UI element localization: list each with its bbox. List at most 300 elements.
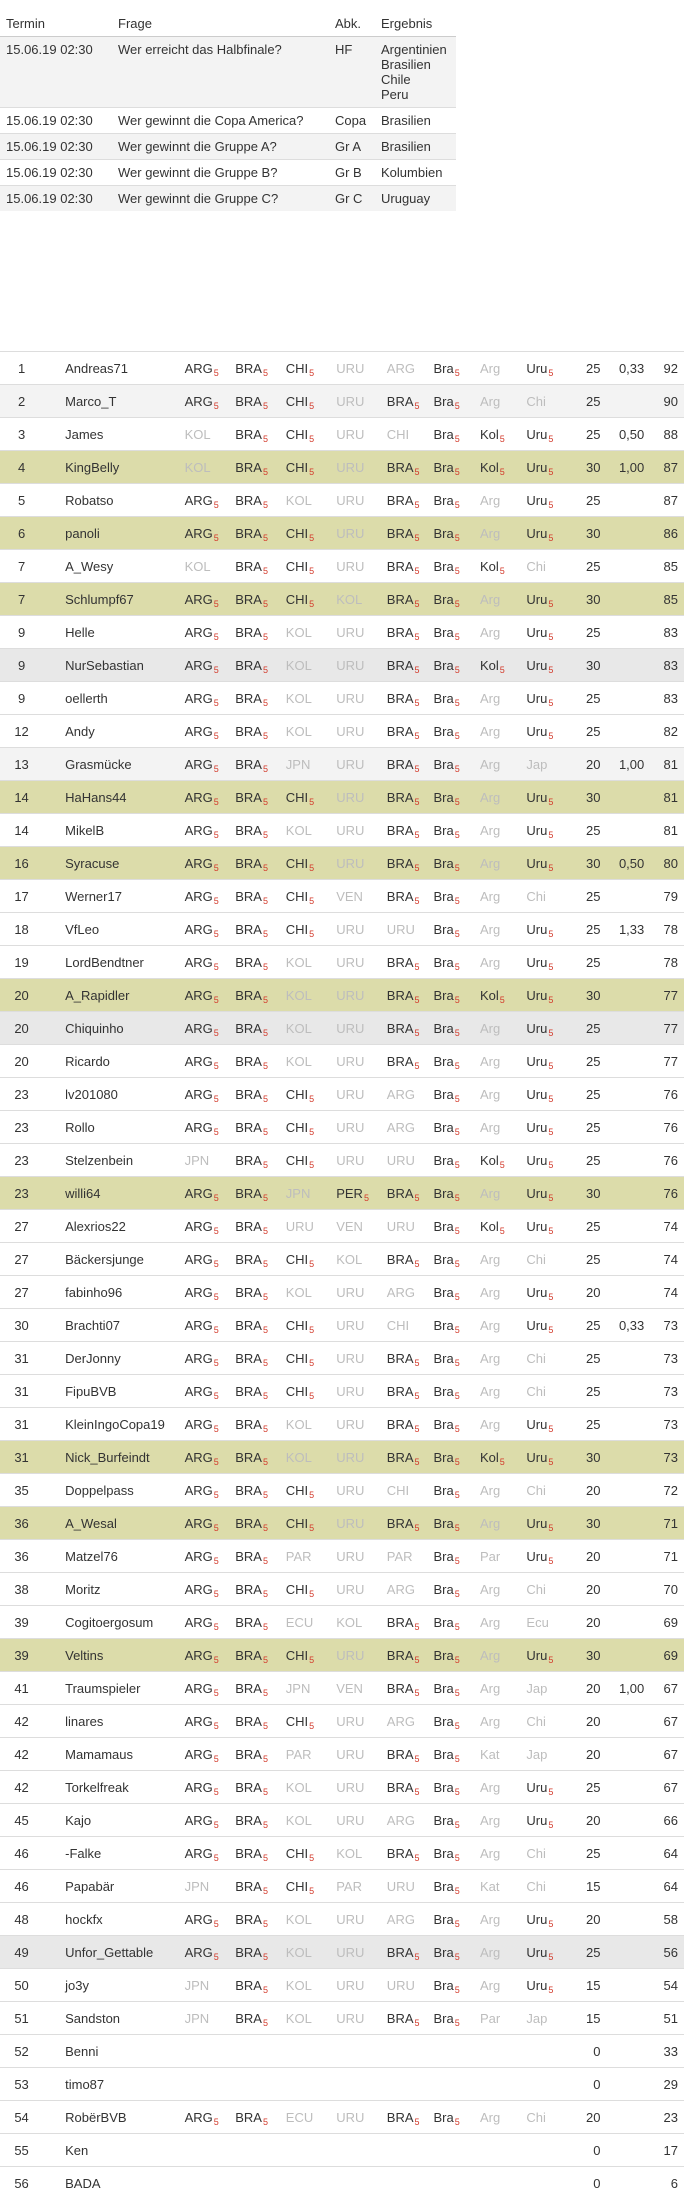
tip-points: 5 xyxy=(213,1654,219,1665)
tip-cell xyxy=(181,1243,232,1276)
tip-points: 5 xyxy=(262,1060,268,1071)
tip-cell xyxy=(429,550,475,583)
tip-points: 5 xyxy=(454,796,460,807)
tip-value: BRA xyxy=(235,2010,262,2026)
tip-points: 5 xyxy=(548,1984,554,1995)
tip-cell xyxy=(429,1012,475,1045)
tip-value: KOL xyxy=(285,1977,312,1993)
tip-cell xyxy=(383,2035,430,2068)
ergebnis-item: Uruguay xyxy=(381,191,431,206)
tip-points: 5 xyxy=(454,1621,460,1632)
tip-value: URU xyxy=(336,1020,365,1036)
tip-cell xyxy=(522,1540,569,1573)
tip-value: Bra xyxy=(433,624,454,640)
tip-points: 5 xyxy=(454,1555,460,1566)
tip-cell xyxy=(383,517,430,550)
player-name: lv201080 xyxy=(43,1078,181,1111)
tip-points: 5 xyxy=(454,1291,460,1302)
tip-points: 5 xyxy=(454,1060,460,1071)
tip-points: 5 xyxy=(309,1720,315,1731)
tip-value: Uru xyxy=(526,1185,548,1201)
tip-cell xyxy=(181,550,232,583)
tip-cell xyxy=(231,946,282,979)
bonus-cell: 0,33 xyxy=(607,352,649,385)
tip-points: 5 xyxy=(454,1390,460,1401)
tip-value: KOL xyxy=(285,723,312,739)
tip-value: Bra xyxy=(433,459,454,475)
tip-value: ECU xyxy=(285,2109,314,2125)
tip-value: BRA xyxy=(386,624,414,640)
question-ergebnis xyxy=(375,37,456,108)
tip-value: PAR xyxy=(285,1746,312,1762)
tip-cell xyxy=(476,385,522,418)
total-cell: 56 xyxy=(648,1936,684,1969)
tip-points: 5 xyxy=(262,1225,268,1236)
player-name: Ken xyxy=(43,2134,181,2167)
tip-cell xyxy=(383,979,430,1012)
tip-cell xyxy=(476,1540,522,1573)
bonus-cell xyxy=(607,1045,649,1078)
tip-cell xyxy=(429,1441,475,1474)
tip-value: Arg xyxy=(479,2109,501,2125)
player-name: Chiquinho xyxy=(43,1012,181,1045)
rank-cell: 39 xyxy=(0,1639,43,1672)
tip-value: Arg xyxy=(479,1482,501,1498)
tip-cell xyxy=(282,352,332,385)
tip-cell xyxy=(231,2068,282,2101)
total-cell: 29 xyxy=(648,2068,684,2101)
tip-cell xyxy=(231,2035,282,2068)
tip-points: 5 xyxy=(309,1654,315,1665)
tip-value: KOL xyxy=(285,1053,312,1069)
rank-cell: 23 xyxy=(0,1177,43,1210)
tip-value: ARG xyxy=(184,1581,213,1597)
tip-value: Par xyxy=(479,2010,501,2026)
tip-value: Bra xyxy=(433,987,454,1003)
bonus-cell xyxy=(607,1012,649,1045)
tip-cell xyxy=(522,517,569,550)
tip-cell xyxy=(181,418,232,451)
tip-cell xyxy=(332,1441,383,1474)
tip-cell xyxy=(476,418,522,451)
tip-cell xyxy=(522,484,569,517)
bonus-cell xyxy=(607,2068,649,2101)
total-cell: 87 xyxy=(648,484,684,517)
tip-points: 5 xyxy=(309,796,315,807)
tip-cell xyxy=(332,1177,383,1210)
tip-cell xyxy=(282,583,332,616)
tip-cell xyxy=(282,1606,332,1639)
tip-value: ARG xyxy=(184,1416,213,1432)
tip-value: ARG xyxy=(184,921,213,937)
points-cell: 20 xyxy=(569,1705,607,1738)
tip-cell xyxy=(181,451,232,484)
tip-cell xyxy=(429,352,475,385)
ranking-body xyxy=(0,352,684,2200)
tip-cell xyxy=(476,1903,522,1936)
tip-points: 5 xyxy=(454,565,460,576)
tip-cell xyxy=(429,1507,475,1540)
tip-cell xyxy=(522,1243,569,1276)
tip-cell xyxy=(522,1012,569,1045)
tip-value: Arg xyxy=(479,855,501,871)
tip-cell xyxy=(282,1276,332,1309)
player-name: Papabär xyxy=(43,1870,181,1903)
tip-value: Uru xyxy=(526,789,548,805)
tip-value: VEN xyxy=(336,1680,363,1696)
tip-points: 5 xyxy=(262,829,268,840)
tip-cell xyxy=(282,2101,332,2134)
total-cell: 67 xyxy=(648,1738,684,1771)
tip-points: 5 xyxy=(454,1423,460,1434)
tip-cell xyxy=(476,1276,522,1309)
ranking-table xyxy=(0,351,684,2199)
tip-cell xyxy=(476,1210,522,1243)
points-cell: 25 xyxy=(569,880,607,913)
tip-points: 5 xyxy=(454,994,460,1005)
tip-points: 5 xyxy=(548,961,554,972)
tip-points: 5 xyxy=(414,763,420,774)
questions-header-row xyxy=(0,10,456,37)
tip-points: 5 xyxy=(499,433,505,444)
tip-cell xyxy=(282,1738,332,1771)
total-cell: 78 xyxy=(648,946,684,979)
tip-points: 5 xyxy=(454,829,460,840)
tip-points: 5 xyxy=(213,1357,219,1368)
question-ergebnis xyxy=(375,186,456,212)
bonus-cell xyxy=(607,385,649,418)
tip-cell xyxy=(181,616,232,649)
tip-points: 5 xyxy=(548,664,554,675)
tip-cell xyxy=(476,2002,522,2035)
tip-cell xyxy=(429,2035,475,2068)
ranking-row xyxy=(0,1771,684,1804)
tip-cell xyxy=(383,1936,430,1969)
tip-value: Arg xyxy=(479,1713,501,1729)
tip-cell xyxy=(181,1210,232,1243)
tip-cell xyxy=(476,1078,522,1111)
ranking-row xyxy=(0,1738,684,1771)
tip-cell xyxy=(383,1705,430,1738)
tip-points: 5 xyxy=(548,1522,554,1533)
player-name: Matzel76 xyxy=(43,1540,181,1573)
rank-cell: 55 xyxy=(0,2134,43,2167)
tip-value: URU xyxy=(336,624,365,640)
player-name: Mamamaus xyxy=(43,1738,181,1771)
tip-value: URU xyxy=(386,1152,415,1168)
tip-cell xyxy=(231,1012,282,1045)
tip-points: 5 xyxy=(262,1027,268,1038)
rank-cell: 7 xyxy=(0,550,43,583)
rank-cell: 31 xyxy=(0,1441,43,1474)
tip-points: 5 xyxy=(213,994,219,1005)
tip-cell xyxy=(383,1771,430,1804)
tip-points: 5 xyxy=(262,664,268,675)
rank-cell: 45 xyxy=(0,1804,43,1837)
tip-points: 5 xyxy=(262,697,268,708)
tip-points: 5 xyxy=(213,1027,219,1038)
tip-points: 5 xyxy=(309,466,315,477)
tip-cell xyxy=(231,1672,282,1705)
bonus-cell xyxy=(607,2101,649,2134)
tip-points: 5 xyxy=(454,466,460,477)
tip-cell xyxy=(383,2068,430,2101)
tip-cell xyxy=(476,682,522,715)
rank-cell: 2 xyxy=(0,385,43,418)
tip-value: ARG xyxy=(184,1680,213,1696)
tip-cell xyxy=(282,1111,332,1144)
tip-cell xyxy=(181,682,232,715)
tip-value: ARG xyxy=(184,525,213,541)
tip-value: Uru xyxy=(526,459,548,475)
tip-value: PAR xyxy=(336,1878,362,1894)
bonus-cell xyxy=(607,682,649,715)
total-cell: 69 xyxy=(648,1639,684,1672)
tip-value: URU xyxy=(336,2010,365,2026)
ranking-row xyxy=(0,1342,684,1375)
tip-points: 5 xyxy=(262,631,268,642)
total-cell: 81 xyxy=(648,814,684,847)
tip-cell xyxy=(332,715,383,748)
points-cell: 25 xyxy=(569,1210,607,1243)
tip-value: BRA xyxy=(235,492,262,508)
tip-value: CHI xyxy=(285,855,309,871)
tip-value: CHI xyxy=(285,1482,309,1498)
tip-cell xyxy=(383,880,430,913)
total-cell: 87 xyxy=(648,451,684,484)
question-abk: HF xyxy=(329,37,375,108)
tip-points: 5 xyxy=(262,862,268,873)
tip-cell xyxy=(231,517,282,550)
tip-cell xyxy=(231,1639,282,1672)
tip-points: 5 xyxy=(454,862,460,873)
tip-points: 5 xyxy=(262,499,268,510)
player-name: willi64 xyxy=(43,1177,181,1210)
total-cell: 67 xyxy=(648,1672,684,1705)
question-frage: Wer gewinnt die Copa America? xyxy=(112,108,329,134)
tip-value: BRA xyxy=(235,1317,262,1333)
total-cell: 92 xyxy=(648,352,684,385)
tip-cell xyxy=(429,1078,475,1111)
tip-cell xyxy=(476,1111,522,1144)
player-name: Torkelfreak xyxy=(43,1771,181,1804)
bonus-cell xyxy=(607,1078,649,1111)
tip-value: CHI xyxy=(285,558,309,574)
tip-cell xyxy=(181,1804,232,1837)
tip-points: 5 xyxy=(213,763,219,774)
points-cell: 0 xyxy=(569,2134,607,2167)
points-cell: 20 xyxy=(569,1804,607,1837)
tip-points: 5 xyxy=(262,2017,268,2028)
tip-cell xyxy=(332,616,383,649)
tip-cell xyxy=(476,517,522,550)
tip-points: 5 xyxy=(548,1456,554,1467)
tip-cell xyxy=(231,385,282,418)
tip-value: URU xyxy=(386,921,415,937)
tip-points: 5 xyxy=(213,1060,219,1071)
ranking-row xyxy=(0,1837,684,1870)
tip-value: Bra xyxy=(433,1152,454,1168)
tip-cell xyxy=(476,1474,522,1507)
tip-value: URU xyxy=(336,1383,365,1399)
tip-cell xyxy=(231,451,282,484)
tip-cell xyxy=(231,1507,282,1540)
tip-cell xyxy=(383,649,430,682)
tip-cell xyxy=(282,1474,332,1507)
tip-cell xyxy=(231,1078,282,1111)
rank-cell: 46 xyxy=(0,1837,43,1870)
tip-cell xyxy=(522,1804,569,1837)
tip-cell xyxy=(429,847,475,880)
player-name: -Falke xyxy=(43,1837,181,1870)
tip-cell xyxy=(231,352,282,385)
tip-cell xyxy=(282,385,332,418)
points-cell: 25 xyxy=(569,1408,607,1441)
bonus-cell xyxy=(607,1705,649,1738)
tip-value: KOL xyxy=(285,624,312,640)
tip-points: 5 xyxy=(213,598,219,609)
tip-cell xyxy=(476,979,522,1012)
tip-cell xyxy=(476,1375,522,1408)
ranking-row xyxy=(0,2002,684,2035)
ranking-row xyxy=(0,2035,684,2068)
tip-points: 5 xyxy=(262,763,268,774)
tip-value: BRA xyxy=(235,1911,262,1927)
tip-cell xyxy=(181,1738,232,1771)
tip-points: 5 xyxy=(414,1060,420,1071)
tip-cell xyxy=(282,2035,332,2068)
ranking-row xyxy=(0,748,684,781)
tip-cell xyxy=(383,2134,430,2167)
rank-cell: 42 xyxy=(0,1738,43,1771)
tip-value: BRA xyxy=(386,1944,414,1960)
ranking-row xyxy=(0,979,684,1012)
tip-cell xyxy=(332,1474,383,1507)
tip-value: Uru xyxy=(526,822,548,838)
tip-value: BRA xyxy=(386,1515,414,1531)
tip-cell xyxy=(231,1408,282,1441)
total-cell: 74 xyxy=(648,1243,684,1276)
tip-value: URU xyxy=(336,1284,365,1300)
tip-cell xyxy=(522,1573,569,1606)
total-cell: 78 xyxy=(648,913,684,946)
tip-points: 5 xyxy=(262,730,268,741)
rank-cell: 49 xyxy=(0,1936,43,1969)
tip-value: ARG xyxy=(386,360,415,376)
tip-cell xyxy=(231,1375,282,1408)
tip-value: Arg xyxy=(479,1020,501,1036)
tip-points: 5 xyxy=(262,2116,268,2127)
tip-value: BRA xyxy=(386,1746,414,1762)
tip-value: KOL xyxy=(336,591,363,607)
tip-cell xyxy=(383,1804,430,1837)
tip-cell xyxy=(383,1903,430,1936)
total-cell: 33 xyxy=(648,2035,684,2068)
tip-value: BRA xyxy=(235,1878,262,1894)
points-cell: 20 xyxy=(569,1738,607,1771)
rank-cell: 27 xyxy=(0,1243,43,1276)
tip-cell xyxy=(429,1375,475,1408)
tip-cell xyxy=(429,1177,475,1210)
player-name: Cogitoergosum xyxy=(43,1606,181,1639)
tip-value: ARG xyxy=(184,591,213,607)
total-cell: 76 xyxy=(648,1177,684,1210)
points-cell: 25 xyxy=(569,1144,607,1177)
tip-points: 5 xyxy=(414,2017,420,2028)
tip-points: 5 xyxy=(414,1621,420,1632)
tip-value: KOL xyxy=(285,657,312,673)
tip-cell xyxy=(522,682,569,715)
tip-points: 5 xyxy=(262,1720,268,1731)
tip-value: ECU xyxy=(285,1614,314,1630)
tip-points: 5 xyxy=(213,1555,219,1566)
tip-value: BRA xyxy=(386,954,414,970)
tip-value: URU xyxy=(336,1119,365,1135)
tip-cell xyxy=(181,715,232,748)
tip-cell xyxy=(522,847,569,880)
bonus-cell xyxy=(607,616,649,649)
tip-value: BRA xyxy=(235,1647,262,1663)
tip-value: URU xyxy=(336,1581,365,1597)
tip-points: 5 xyxy=(414,664,420,675)
tip-value: URU xyxy=(336,360,365,376)
tip-points: 5 xyxy=(414,1852,420,1863)
tip-points: 5 xyxy=(454,697,460,708)
tip-value: ARG xyxy=(184,624,213,640)
tip-value: BRA xyxy=(235,1680,262,1696)
tip-cell xyxy=(282,418,332,451)
tip-points: 5 xyxy=(454,631,460,642)
tip-value: BRA xyxy=(386,789,414,805)
tip-value: Arg xyxy=(479,1845,501,1861)
total-cell: 90 xyxy=(648,385,684,418)
bonus-cell xyxy=(607,1111,649,1144)
tip-cell xyxy=(522,2002,569,2035)
bonus-cell xyxy=(607,583,649,616)
total-cell: 64 xyxy=(648,1837,684,1870)
tip-points: 5 xyxy=(262,1654,268,1665)
tip-value: Bra xyxy=(433,1548,454,1564)
tip-value: Bra xyxy=(433,1614,454,1630)
rank-cell: 56 xyxy=(0,2167,43,2200)
tip-points: 5 xyxy=(213,499,219,510)
tip-points: 5 xyxy=(414,1687,420,1698)
player-name: Veltins xyxy=(43,1639,181,1672)
tip-value: CHI xyxy=(285,1251,309,1267)
tip-value: URU xyxy=(336,1515,365,1531)
tip-value: BRA xyxy=(235,690,262,706)
tip-value: URU xyxy=(336,1317,365,1333)
bonus-cell xyxy=(607,1243,649,1276)
points-cell: 20 xyxy=(569,1474,607,1507)
tip-cell xyxy=(282,1969,332,2002)
ranking-row xyxy=(0,1210,684,1243)
tip-cell xyxy=(383,1837,430,1870)
tip-cell xyxy=(332,649,383,682)
tip-cell xyxy=(181,1474,232,1507)
rank-cell: 38 xyxy=(0,1573,43,1606)
tip-value: Bra xyxy=(433,756,454,772)
tip-points: 5 xyxy=(414,1522,420,1533)
bonus-cell xyxy=(607,649,649,682)
tip-points: 5 xyxy=(548,1093,554,1104)
tip-value: Uru xyxy=(526,1152,548,1168)
tip-cell xyxy=(476,1177,522,1210)
tip-value: URU xyxy=(336,1449,365,1465)
tip-cell xyxy=(522,1078,569,1111)
points-cell: 25 xyxy=(569,418,607,451)
question-ergebnis xyxy=(375,134,456,160)
